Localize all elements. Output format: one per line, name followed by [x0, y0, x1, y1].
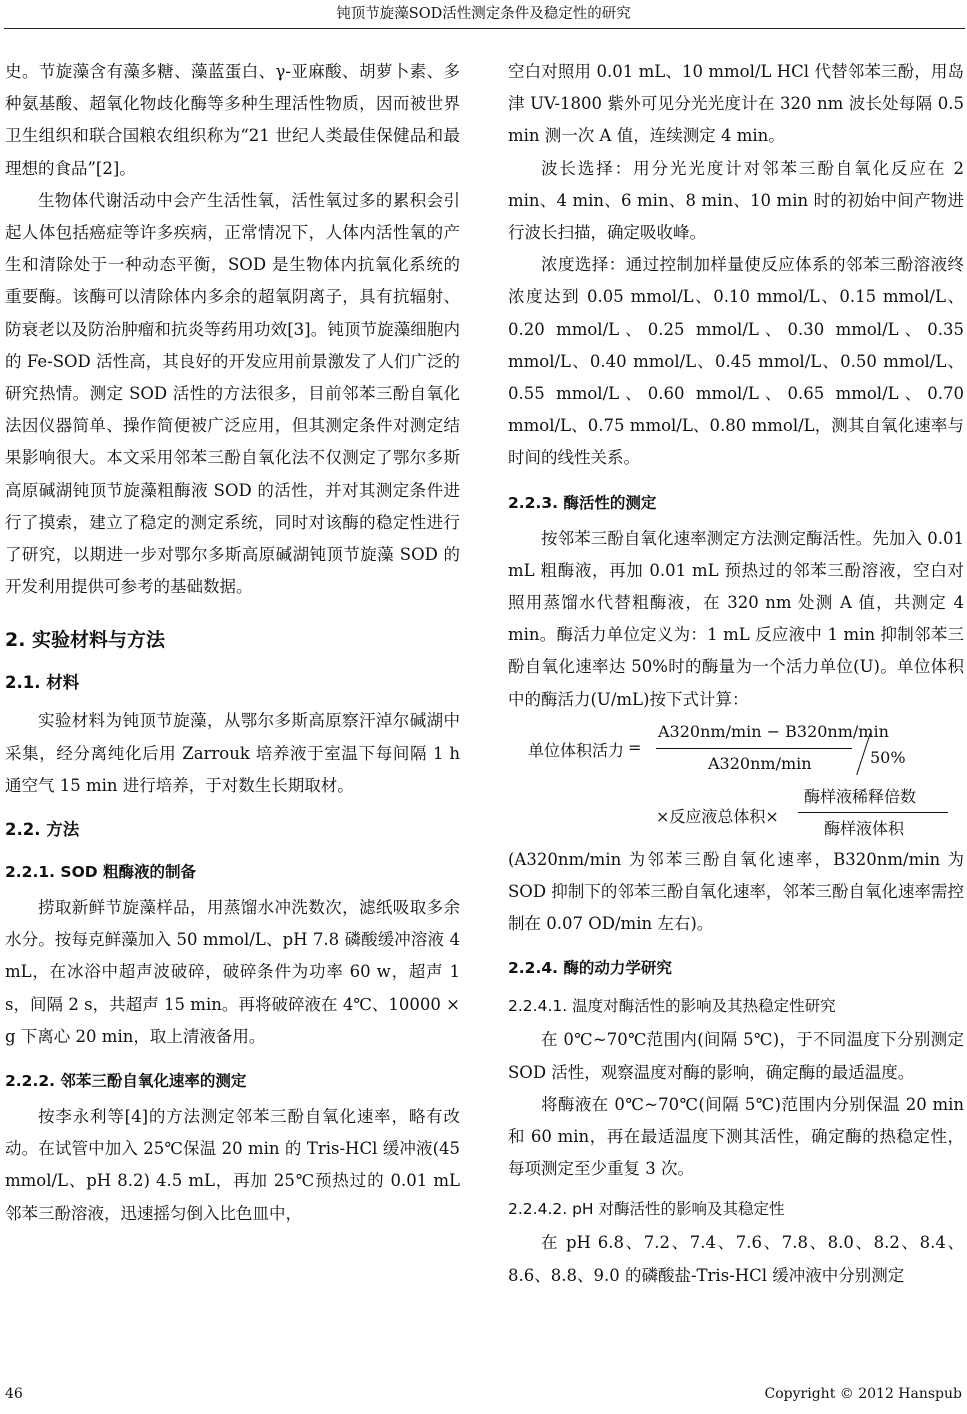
paragraph-enzyme-activity: 按邻苯三酚自氧化速率测定方法测定酶活性。先加入 0.01 mL 粗酶液，再加 0.01 mL 预热过的邻苯三酚溶液，空白对照用蒸馏水代替粗酶液，在 320 nm 处测 A 值，共测定 4 min。酶活力单位定义为：1 mL 反应液中 1 min 抑制邻苯三酚自氧化速率达 50%时的酶量为一个活力单位(U)。单位体积中的酶活力(U/mL)按下式计算：	[508, 528, 964, 709]
header-rule	[4, 28, 965, 29]
activity-formula	[508, 720, 964, 838]
section-heading-methods: 2. 实验材料与方法	[5, 629, 166, 652]
paragraph-ros: 生物体代谢活动中会产生活性氧，活性氧过多的累积会引起人体包括癌症等许多疾病，正常情况下，人体内活性氧的产生和清除处于一种动态平衡，SOD 是生物体内抗氧化系统的重要酶。该酶可以清除体内多余的超氧阴离子，具有抗辐射、防衰老以及防治肿瘤和抗炎等药用功效[3]。钝顶节旋藻细胞内的 Fe-SOD 活性高，其良好的开发应用前景激发了人们广泛的研究热情。测定 SOD 活性的方法很多，目前邻苯三酚自氧化法因仪器简单、操作简便被广泛应用，但其测定条件对测定结果影响很大。本文采用邻苯三酚自氧化法不仅测定了鄂尔多斯高原碱湖钝顶节旋藻粗酶液 SOD 的活性，并对其测定条件进行了摸索，建立了稳定的测定系统，同时对该酶的稳定性进行了研究，以期进一步对鄂尔多斯高原碱湖钝顶节旋藻 SOD 的开发利用提供可参考的基础数据。	[5, 190, 460, 597]
heading-temperature: 2.2.4.1. 温度对酶活性的影响及其热稳定性研究	[508, 997, 836, 1016]
paragraph-materials: 实验材料为钝顶节旋藻，从鄂尔多斯高原察汗淖尔碱湖中采集，经分离纯化后用 Zarrouk 培养液于室温下每间隔 1 h 通空气 15 min 进行培养，于对数生长期取材。	[5, 711, 460, 795]
formula-fraction-bar-2	[798, 812, 948, 813]
left-column	[5, 56, 460, 1230]
formula-numerator-dilution: 酶样液稀释倍数	[804, 786, 917, 806]
paragraph-intro-cont: 史。节旋藻含有藻多糖、藻蓝蛋白、γ-亚麻酸、胡萝卜素、多种氨基酸、超氧化物歧化酶等多种生理活性物质，因而被世界卫生组织和联合国粮农组织称为“21 世纪人类最佳保健品和最理想的食品”[2]。	[5, 62, 460, 178]
formula-numerator: A320nm/min − B320nm/min	[658, 721, 889, 741]
formula-lhs: 单位体积活力	[528, 740, 625, 760]
page-number: 46	[5, 1386, 23, 1402]
copyright-notice: Copyright © 2012 Hanspub	[764, 1386, 962, 1402]
paragraph-concentration: 浓度选择：通过控制加样量使反应体系的邻苯三酚溶液终浓度达到 0.05 mmol/L、0.10 mmol/L、0.15 mmol/L、0.20 mmol/L、0.25 mmol/L、0.30 mmol/L、0.35 mmol/L、0.40 mmol/L、0.45 mmol/L、0.50 mmol/L、0.55 mmol/L、0.60 mmol/L、0.65 mmol/L、0.70 mmol/L、0.75 mmol/L、0.80 mmol/L，测其自氧化速率与时间的线性关系。	[508, 255, 964, 468]
formula-percent: 50%	[870, 747, 906, 767]
formula-times-volume: ×反应液总体积×	[656, 806, 779, 826]
subsection-heading-materials: 2.1. 材料	[5, 673, 80, 693]
formula-fraction-bar	[656, 748, 852, 749]
paragraph-temperature: 在 0℃~70℃范围内(间隔 5℃)，于不同温度下分别测定 SOD 活性，观察温度对酶的影响，确定酶的最适温度。	[508, 1030, 964, 1082]
right-column	[508, 56, 964, 1292]
running-header: 钝顶节旋藻SOD活性测定条件及稳定性的研究	[336, 6, 631, 22]
subsection-heading-method: 2.2. 方法	[5, 820, 80, 840]
subsubsection-heading-crude-enzyme: 2.2.1. SOD 粗酶液的制备	[5, 863, 197, 882]
paragraph-crude-enzyme: 捞取新鲜节旋藻样品，用蒸馏水冲洗数次，滤纸吸取多余水分。按每克鲜藻加入 50 mmol/L、pH 7.8 磷酸缓冲溶液 4 mL，在冰浴中超声波破碎，破碎条件为功率 60 w，超声 1 s，间隔 2 s，共超声 15 min。再将破碎液在 4℃、10000 × g 下离心 20 min，取上清液备用。	[5, 898, 460, 1046]
paragraph-ph: 在 pH 6.8、7.2、7.4、7.6、7.8、8.0、8.2、8.4、8.6、8.8、9.0 的磷酸盐-Tris-HCl 缓冲液中分别测定	[508, 1233, 964, 1285]
paragraph-wavelength: 波长选择：用分光光度计对邻苯三酚自氧化反应在 2 min、4 min、6 min、8 min、10 min 时的初始中间产物进行波长扫描，确定吸收峰。	[508, 158, 964, 243]
subsubsection-heading-autoxidation: 2.2.2. 邻苯三酚自氧化速率的测定	[5, 1072, 247, 1091]
paragraph-formula-note: (A320nm/min 为邻苯三酚自氧化速率，B320nm/min 为 SOD 抑制下的邻苯三酚自氧化速率，邻苯三酚自氧化速率需控制在 0.07 OD/min 左右)。	[508, 849, 964, 934]
subsubsection-heading-enzyme-activity: 2.2.3. 酶活性的测定	[508, 493, 657, 512]
formula-denominator-volume: 酶样液体积	[824, 818, 905, 838]
paragraph-blank-control: 空白对照用 0.01 mL、10 mmol/L HCl 代替邻苯三酚，用岛津 UV-1800 紫外可见分光光度计在 320 nm 波长处每隔 0.5 min 测一次 A 值，连续测定 4 min。	[508, 62, 964, 146]
paragraph-autoxidation: 按李永利等[4]的方法测定邻苯三酚自氧化速率，略有改动。在试管中加入 25℃保温 20 min 的 Tris-HCl 缓冲液(45 mmol/L、pH 8.2) 4.5 mL，再加 25℃预热过的 0.01 mL 邻苯三酚溶液，迅速摇匀倒入比色皿中，	[5, 1107, 460, 1223]
formula-equals: =	[628, 737, 642, 757]
heading-ph: 2.2.4.2. pH 对酶活性的影响及其稳定性	[508, 1200, 785, 1219]
formula-denominator: A320nm/min	[708, 753, 812, 773]
paragraph-thermal-stability: 将酶液在 0℃~70℃(间隔 5℃)范围内分别保温 20 min 和 60 min，再在最适温度下测其活性，确定酶的热稳定性，每项测定至少重复 3 次。	[508, 1094, 964, 1179]
subsubsection-heading-kinetics: 2.2.4. 酶的动力学研究	[508, 959, 672, 978]
